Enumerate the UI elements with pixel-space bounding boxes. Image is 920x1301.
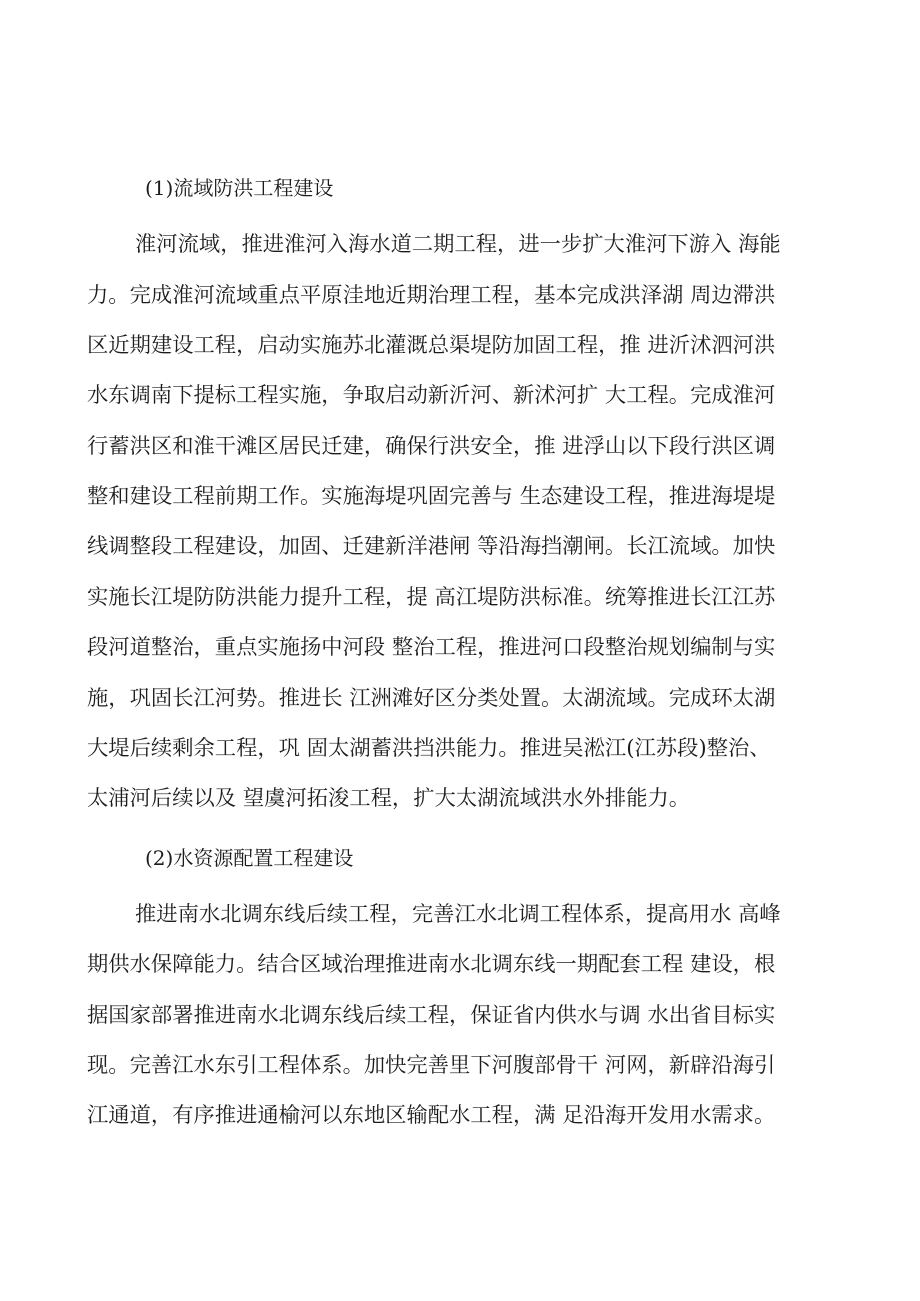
paragraph-line: 大堤后续剩余工程，巩 固太湖蓄洪挡洪能力。推进吴淞江(江苏段)整治、 <box>87 736 771 761</box>
paragraph-line: 段河道整治，重点实施扬中河段 整治工程，推进河口段整治规划编制与实 <box>87 635 776 660</box>
paragraph-line: 实施长江堤防防洪能力提升工程，提 高江堤防洪标准。统筹推进长江江苏 <box>87 585 776 610</box>
paragraph-line: 现。完善江水东引工程体系。加快完善里下河腹部骨干 河网，新辟沿海引 <box>87 1053 776 1078</box>
paragraph-line: 力。完成淮河流域重点平原洼地近期治理工程，基本完成洪泽湖 周边滞洪 <box>87 283 776 308</box>
paragraph-line: 期供水保障能力。结合区域治理推进南水北调东线一期配套工程 建设，根 <box>87 952 776 977</box>
paragraph-line: 施，巩固长江河势。推进长 江洲滩好区分类处置。太湖流域。完成环太湖 <box>87 686 776 711</box>
paragraph-line: 推进南水北调东线后续工程，完善江水北调工程体系，提高用水 高峰 <box>135 902 781 927</box>
paragraph-line: 据国家部署推进南水北调东线后续工程，保证省内供水与调 水出省目标实 <box>87 1003 776 1028</box>
paragraph-line: 太浦河后续以及 望虞河拓浚工程，扩大太湖流域洪水外排能力。 <box>87 786 691 811</box>
paragraph-line: 行蓄洪区和淮干滩区居民迁建，确保行洪安全，推 进浮山以下段行洪区调 <box>87 434 776 459</box>
paragraph-line: 整和建设工程前期工作。实施海堤巩固完善与 生态建设工程，推进海堤堤 <box>87 484 776 509</box>
paragraph-line: 线调整段工程建设，加固、迁建新洋港闸 等沿海挡潮闸。长江流域。加快 <box>87 534 776 559</box>
section-heading-flood-control: (1)流域防洪工程建设 <box>145 176 334 200</box>
paragraph-line: 区近期建设工程，启动实施苏北灌溉总渠堤防加固工程，推 进沂沭泗河洪 <box>87 333 776 358</box>
section-heading-water-resources: (2)水资源配置工程建设 <box>145 846 354 870</box>
paragraph-line: 淮河流域，推进淮河入海水道二期工程，进一步扩大淮河下游入 海能 <box>135 232 781 257</box>
paragraph-line: 水东调南下提标工程实施，争取启动新沂河、新沭河扩 大工程。完成淮河 <box>87 383 776 408</box>
paragraph-line: 江通道，有序推进通榆河以东地区输配水工程，满 足沿海开发用水需求。 <box>87 1103 776 1128</box>
